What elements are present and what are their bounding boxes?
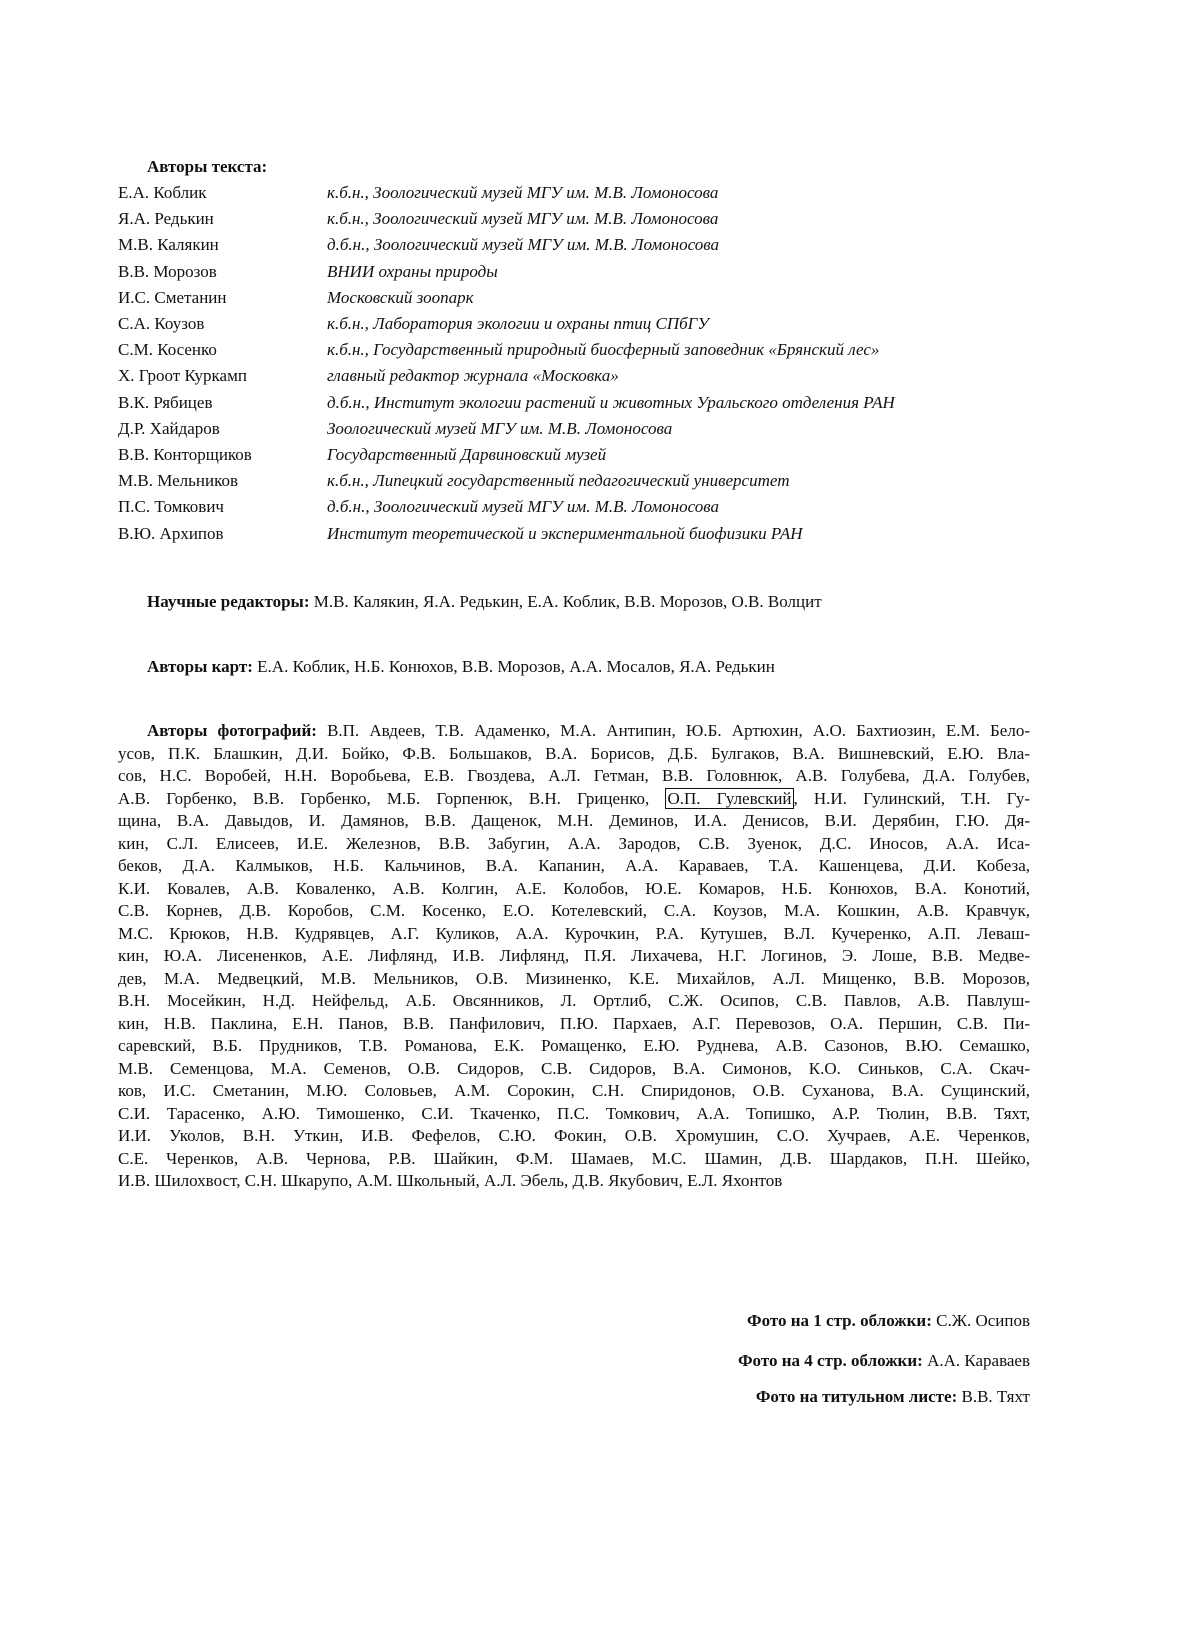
author-name: В.Ю. Архипов [118,523,224,545]
author-name: П.С. Томкович [118,496,224,518]
photo-authors-line [118,990,1030,1013]
line-text: усов, П.К. Блашкин, Д.И. Бойко, Ф.В. Большаков, В.А. Борисов, Д.Б. Булгаков, В.А. Вишневский, Е.Ю. Вла- [118,744,1030,763]
author-name: Е.А. Коблик [118,182,206,204]
author-affiliation: д.б.н., Зоологический музей МГУ им. М.В. Ломоносова [327,234,719,256]
cover-credit-label: Фото на 4 стр. обложки: [738,1351,923,1370]
line-text: кин, Н.В. Паклина, Е.Н. Панов, В.В. Панфилович, П.Ю. Пархаев, А.Г. Перевозов, О.А. Першин, С.В. Пи- [118,1014,1030,1033]
cover-credit-value: А.А. Караваев [923,1351,1030,1370]
author-affiliation: к.б.н., Государственный природный биосферный заповедник «Брянский лес» [327,339,879,361]
line-text: сов, Н.С. Воробей, Н.Н. Воробьева, Е.В. Гвоздева, А.Л. Гетман, В.В. Головнюк, А.В. Голубева, Д.А. Голубев, [118,766,1030,785]
line-text: И.И. Уколов, В.Н. Уткин, И.В. Фефелов, С.Ю. Фокин, О.В. Хромушин, С.О. Хучраев, А.Е. Черенков, [118,1126,1030,1145]
photo-authors-line [118,1125,1030,1148]
line-text: ков, И.С. Сметанин, М.Ю. Соловьев, А.М. Сорокин, С.Н. Спиридонов, О.В. Суханова, В.А. Сущинский, [118,1081,1030,1100]
photo-authors-line [118,968,1030,991]
author-affiliation: к.б.н., Липецкий государственный педагогический университет [327,470,789,492]
line-text: С.В. Корнев, Д.В. Коробов, С.М. Косенко, Е.О. Котелевский, С.А. Коузов, М.А. Кошкин, А.В. Кравчук, [118,901,1030,920]
line-text: В.П. Авдеев, Т.В. Адаменко, М.А. Антипин, Ю.Б. Артюхин, А.О. Бахтиозин, Е.М. Бело- [317,721,1030,740]
text-authors-heading: Авторы текста: [147,156,267,178]
author-name: С.А. Коузов [118,313,204,335]
science-editors-label: Научные редакторы: [147,592,310,611]
photo-authors-line [118,788,1030,811]
line-text: М.С. Крюков, Н.В. Кудрявцев, А.Г. Куликов, А.А. Курочкин, Р.А. Кутушев, В.Л. Кучеренко, А.П. Леваш- [118,924,1030,943]
line-text: В.Н. Мосейкин, Н.Д. Нейфельд, А.Б. Овсянников, Л. Ортлиб, С.Ж. Осипов, С.В. Павлов, А.В. Павлуш- [118,991,1030,1010]
cover-credit-1 [747,1310,1030,1332]
author-affiliation: Институт теоретической и экспериментальной биофизики РАН [327,523,802,545]
author-affiliation: к.б.н., Зоологический музей МГУ им. М.В. Ломоносова [327,208,718,230]
line-text: , Н.И. Гулинский, Т.Н. Гу- [794,789,1030,808]
author-name: М.В. Калякин [118,234,219,256]
author-name: С.М. Косенко [118,339,217,361]
title-page-credit [756,1386,1030,1408]
line-text: кин, Ю.А. Лисененков, А.Е. Лифлянд, И.В. Лифлянд, П.Я. Лихачева, Н.Г. Логинов, Э. Лоше, В.В. Медве- [118,946,1030,965]
cover-credit-value: С.Ж. Осипов [932,1311,1030,1330]
photo-authors-line [118,765,1030,788]
line-text: С.И. Тарасенко, А.Ю. Тимошенко, С.И. Ткаченко, П.С. Томкович, А.А. Топишко, А.Р. Тюлин, В.В. Тяхт, [118,1104,1030,1123]
author-name: В.В. Конторщиков [118,444,252,466]
author-name: В.В. Морозов [118,261,217,283]
photo-authors-line [118,1170,1030,1193]
cover-credit-label: Фото на титульном листе: [756,1387,957,1406]
line-text: беков, Д.А. Калмыков, Н.Б. Кальчинов, В.А. Капанин, А.А. Караваев, Т.А. Кашенцева, Д.И. Кобеза, [118,856,1030,875]
author-affiliation: Зоологический музей МГУ им. М.В. Ломоносова [327,418,672,440]
line-text: щина, В.А. Давыдов, И. Дамянов, В.В. Дащенок, М.Н. Деминов, И.А. Денисов, В.И. Дерябин, Г.Ю. Дя- [118,811,1030,830]
line-text: кин, С.Л. Елисеев, И.Е. Железнов, В.В. Забугин, А.А. Зародов, С.В. Зуенок, Д.С. Иносов, А.А. Иса- [118,834,1030,853]
author-affiliation: Государственный Дарвиновский музей [327,444,606,466]
photo-authors-line [118,923,1030,946]
photo-authors-label: Авторы фотографий: [147,721,317,740]
line-text: А.В. Горбенко, В.В. Горбенко, М.Б. Горпенюк, В.Н. Гриценко, [118,789,649,808]
line-text: дев, М.А. Медвецкий, М.В. Мельников, О.В. Мизиненко, К.Е. Михайлов, А.Л. Мищенко, В.В. Морозов, [118,969,1030,988]
author-affiliation: ВНИИ охраны природы [327,261,498,283]
photo-authors-line [118,743,1030,766]
photo-authors-line [118,1058,1030,1081]
photo-authors-line [118,1035,1030,1058]
author-affiliation: д.б.н., Зоологический музей МГУ им. М.В. Ломоносова [327,496,719,518]
cover-credit-4 [738,1350,1030,1372]
line-text: С.Е. Черенков, А.В. Чернова, Р.В. Шайкин, Ф.М. Шамаев, М.С. Шамин, Д.В. Шардаков, П.Н. Шейко, [118,1149,1030,1168]
author-affiliation: Московский зоопарк [327,287,474,309]
photo-authors-line [118,810,1030,833]
photo-authors-line [118,833,1030,856]
author-name: В.К. Рябицев [118,392,212,414]
photo-authors-line [118,720,1030,743]
photo-authors-line [118,855,1030,878]
cover-credit-label: Фото на 1 стр. обложки: [747,1311,932,1330]
science-editors-value: М.В. Калякин, Я.А. Редькин, Е.А. Коблик, В.В. Морозов, О.В. Волцит [310,592,822,611]
author-name: И.С. Сметанин [118,287,226,309]
photo-authors-line [118,900,1030,923]
photo-authors-line [118,1080,1030,1103]
line-text: К.И. Ковалев, А.В. Коваленко, А.В. Колгин, А.Е. Колобов, Ю.Е. Комаров, Н.Б. Конюхов, В.А. Конотий, [118,879,1030,898]
highlighted-name-box[interactable]: О.П. Гулевский [665,788,793,809]
line-text: М.В. Семенцова, М.А. Семенов, О.В. Сидоров, С.В. Сидоров, В.А. Симонов, К.О. Синьков, С.А. Скач- [118,1059,1030,1078]
author-name: Д.Р. Хайдаров [118,418,220,440]
line-text: саревский, В.Б. Прудников, Т.В. Романова, Е.К. Ромащенко, Е.Ю. Руднева, А.В. Сазонов, В.Ю. Семашко, [118,1036,1030,1055]
map-authors-label: Авторы карт: [147,657,253,676]
photo-authors-line [118,1013,1030,1036]
photo-authors-line [118,1148,1030,1171]
author-affiliation: к.б.н., Лаборатория экологии и охраны птиц СПбГУ [327,313,709,335]
author-name: Х. Гроот Куркамп [118,365,247,387]
photo-authors-line [118,945,1030,968]
photo-authors-paragraph [118,720,1030,1193]
author-name: Я.А. Редькин [118,208,214,230]
science-editors [147,591,822,613]
photo-authors-line [118,878,1030,901]
author-name: М.В. Мельников [118,470,238,492]
map-authors-value: Е.А. Коблик, Н.Б. Конюхов, В.В. Морозов, А.А. Мосалов, Я.А. Редькин [253,657,775,676]
photo-authors-line [118,1103,1030,1126]
author-affiliation: главный редактор журнала «Московка» [327,365,619,387]
author-affiliation: к.б.н., Зоологический музей МГУ им. М.В. Ломоносова [327,182,718,204]
map-authors [147,656,775,678]
cover-credit-value: В.В. Тяхт [957,1387,1030,1406]
author-affiliation: д.б.н., Институт экологии растений и животных Уральского отделения РАН [327,392,895,414]
line-text: И.В. Шилохвост, С.Н. Шкарупо, А.М. Школьный, А.Л. Эбель, Д.В. Якубович, Е.Л. Яхонтов [118,1171,782,1190]
